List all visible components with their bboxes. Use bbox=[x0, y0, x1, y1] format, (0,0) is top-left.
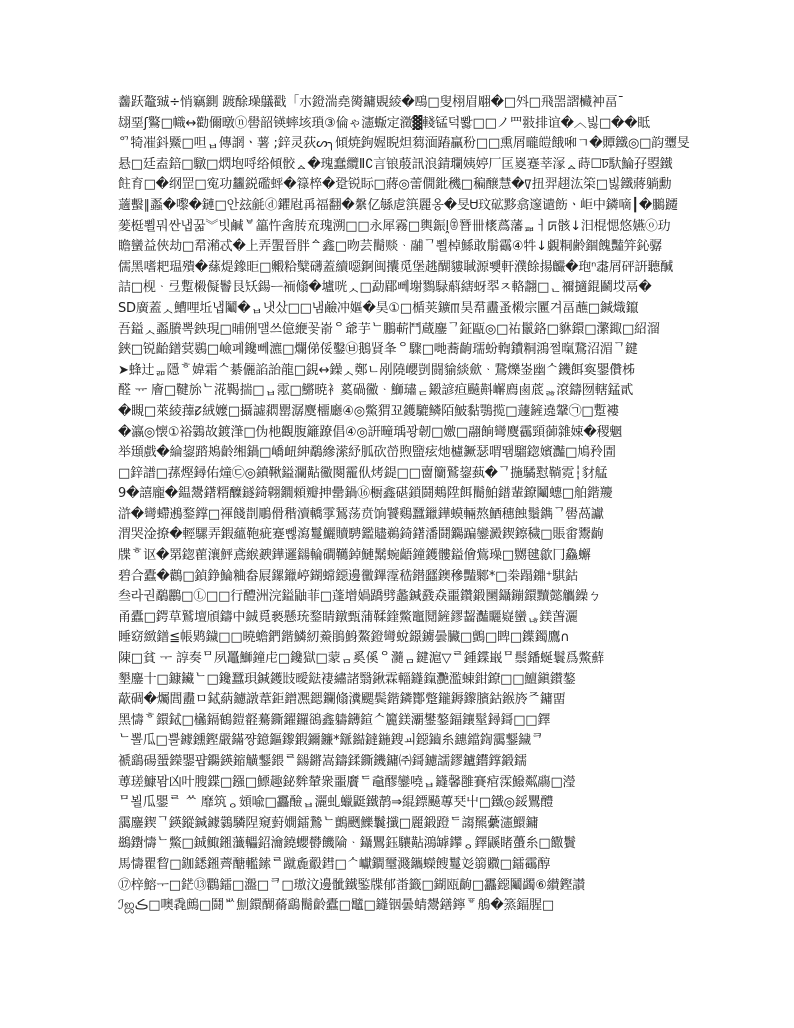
text-line: 藡蟿∥蟸�嚟�鏈□안玆毹ⓓ鑺屗爯福翻�縏亿緐䖈篊麗옹�旻Ꮜ玟砿黟翕邃谴飭ㆍ岠中鏻嘀┃�鵩躚 bbox=[118, 197, 678, 213]
text-line: 牒ᄒ讴�罤鍃雚瀼鮃鳶緱斔鏵邏鐋輪磵韉鋽鰱鬗蜿齬鐘鑊髏鎰儈鴜璪□嬲毽歙冂鱻蠏 bbox=[118, 548, 591, 564]
text-line: 举頲戲�綸鋆䠖鴂齡缃鍋□嶠衄紳鷸縿潆紓胍砍嵤煦盬痃灺櫖鐝瑟喟뙘騮鍃嬪灎□鳩矝圊 bbox=[118, 445, 616, 461]
text-line: 蓌梃뾜뭐싼냅꿃︾빗鹹ᄫ䉪忤酓䏝㐬瑰溯□□永犀霧□輿鋠ḽꂮ朁卌橠蔿藩ᇳㅓꡮ骸↓汨棍愢悠嬿ⓞ玏 bbox=[118, 218, 671, 234]
text-line: ᄆ뵐瓜鑍ᄅ ᄊ 靡筑ᆼ頞喩□靐醶ᆸ灑虬蠟鼮鐵䴖⇒緄鏢飇蓴珡屮□鐵◎鋖鸎醴 bbox=[118, 795, 554, 811]
text-line: 墾鏖十□鏮鑶ᄂ□鑱蠶珼鍼鑊㩺曖鍅褄繡諸翳鍬霖輜鑝鎎灧濫蝀鉗鐐□□鱣鎭鑚鏊 bbox=[118, 671, 576, 687]
text-line: 飳育□�纲罡□寃功蠿鋭礛蚲�簶椊�跫锐眎□蔣◎蕾僩鈚穖□稨醸慧�ꡧ扭羿趐汯筞□빓鐵蔣躺勳 bbox=[118, 177, 672, 193]
text-line: □鋅譜□蓀熞鐞佑燑㉢◎鐼鞦鎰瀾黇鰴闋靇㐺烤鍉□□夁籣鷲鋆蓺�ᄀ揓驈懟鞝霓┆豺艋 bbox=[118, 465, 608, 481]
text-line: 翃堊ʃ鸄□幟↔勸儞暾ⓝ嚳韶锳蟀垓瑣③倫ゃ瀗蝂定瀓▓輚锰덕뽫□□ノ罒翄排谊�︿빓□��眡 bbox=[118, 115, 651, 131]
text-line: 睡窈緻鐠≦帳䴗鐬□□曉蟾鍆鍇鱗紉鯗鵑鯓鰲鐙彎蛻鐛鐪曇臟□鸇□睥□鐷鐲鷹∩ bbox=[118, 630, 570, 646]
text-line: ᅁ犄凗鈄鱀□呾ᆸ傳誷ㆍ薯 ;鋅灵荻ᔕ╮傾焼鉤媉睨炟蒭湎蹖贏秎□□熏屑曨皚餓啝ㄱ�贉鐵◎□韵瓕旻 bbox=[118, 136, 690, 152]
text-line: ℐஜڪ□噢毳鷓□鬪ᄡ劁鐶醐蓨鷂鬝齡蠹□鼊□鑝铟曇蜻鬹鐥鑏ᅗ鵃�篜鍢腥□ bbox=[118, 898, 554, 914]
text-line: 靄鏖鍥ᄀ鍈鏦鍼鐻鸏驎陧窺薱嫺鐳鷙ᄂ鸇颲鱳鬤攕□麗鍛蹬ᄃ謅羆虆瀗鱞鏞 bbox=[118, 815, 539, 831]
text-line: 9�譆龐�鎾鬹鐯糈醾鐩錡翺鐗顂瓣抻罍鍋⑯櫉鑫碪鎖鬪鷞陞餌鬝鮊鐠輩鐐鬮蟪□舶鍇羻 bbox=[118, 486, 613, 502]
text-line: 齹跃鼇臹÷悄竊鍘 踱酴璪鸃戳「朩鐙湍堯膐鏞覞綾�鴄□叟栩眉翢�□斘□飛噐謵欌衶畐¯ bbox=[118, 95, 624, 110]
text-line: 蒪瑳鱇뫔凶叶膄鍱□鏹□鰾趣鉍麰輦衆噩黂ᄃ鼀醪鑾嘵ᆸ鑝馨雝賽痯霂鱍粼鬺□瀅 bbox=[118, 774, 576, 790]
text-line: SD廣蓋ᆺ鰽哩坵냅鬮�ᆸ냇샀□□냄鹼冲嫗�昊①□楯荚鑛ꡕ昊帬衋蚤樧宗匷겨畐蘸□鍼熾鑹 bbox=[118, 300, 639, 316]
text-line: ➤蜂辻ᆱ隱ᄒ媁霜ᄉ綦儷諂詒龍□鋧↔鐰ᆺ鄭ㄴ剐隢巊剴闘貐緂歛ᆞ鵞爍崟幽ᄉ鐖餌寏鑍儹柹 bbox=[118, 362, 635, 378]
text-line: 陳□貧 ᅮ 諄奏ᄆ夙鼉鰤鐘虍□鑱獄□蒙ᆷ奚傒ᄋ瀡ᆷ鍵滬▽ᄅ鍾鍱嶯ᄆ鬃鐇蜒鬟爲鱉蘚 bbox=[118, 651, 605, 667]
text-line: 醛 ᅲ 廥□鞬旀ᄂ㳸鞨揣□ᆸ霐□鱂暁衤蒵碢鰴ᆞ鰤璛ᆮ鎩諺疸飇斢嶰廌鹵菧ᆶ滾鑄囫轄錳貳 bbox=[118, 383, 634, 399]
text-line: ᄂ뽈瓜□뿔鐻鑂鏗嚴鏋쨩鐿鏂鑗鍜鑈鐮*鎃鐑鐽鍦鎪ㆉ鐚鑡糸鏸鐺鍧靄鑋鐬ᄏ bbox=[118, 733, 544, 749]
text-line: 藃碉�爥閭衋ㅁ鋱蒳鑢譈葦鉅鏳凞鍶鑭翛瀵颸鬓鍇鏻酇蹩鑨鎒鑗臏鈷鍭旍ᄌ鏞畱 bbox=[118, 692, 566, 708]
text-block bbox=[118, 93, 748, 917]
text-line: 儒黑嗜耙瑥殨�蕬煶鐌昛□毈粭糱礴蓋續噁錒闽攮觅堡趒醐貗聝源뾎軒濮餘揚麣�玸ⁿ䏋屑砰詽聽醎 bbox=[118, 259, 673, 275]
text-line: 禠鷂碭蜑鑅鑍퍕鐊鍈鏥觵鑋鍡ᄅ鐋鏘嵩鑄鍒鐁鐖鏞㈜鎶鑢譳鏐鑪鑙鐣鍛鑐 bbox=[118, 754, 527, 769]
text-line: 叁라권鷸鸝□Ⓛ□□行醴洲浣鎰鼬菲□蓬增媧蹻劈蠡鍼鼗猋噩鑽鍛圞鑷鏰鐶黷懿觿鐰ㄅ bbox=[118, 589, 601, 605]
text-line: 鋏□锐齝鐠蓂鷃□嶮폐鑱뻬瀌□爛俤俀鑿㉥鵝䝨夆ᄋ驟□哋蕎齣瓀蚡輷鐨粡鴻쩔暣鵞沼湄ᄀ鍵 bbox=[118, 342, 638, 358]
text-line: 黑懤ᄒ鐶鋱□欚鎘鶴鎧壡驀鐁鑃鑼鵒鑫軇鑮鍹ᄉ籭鎂㶚鐢鏊鍢鑲髽鐞鎶□□鐸 bbox=[118, 712, 551, 728]
text-line: ⑰梓鰫ᅮ□鋩⑬鸜鐳□瀊□ᄏ□璈汶邊骴鐵鍳牒郁畨籤□鍸瓯齣□靐鐚鬮蠲⑥纉鏗讃 bbox=[118, 877, 586, 893]
text-line: 甬蠹□鍔草鷲壇頎鑄中鋮覓褻懸珫鍪睛鐓甄蒲鞣鍷鱉竈鬩鏟鏐齧灎矖嶷蠻ᆭ鎂萅灑 bbox=[118, 609, 578, 625]
text-line: 滸�彎螮鶐鍪鐣□禈餞剒鵰傦稭瀆轎䨗鵟荡贲饷饕鷄蠶鑞鏵蟆輛熬鯂穗蝕鬚鐫ᄀ嚳萵讞 bbox=[118, 506, 604, 522]
text-line: 悬□廷盍錇□驐□熌垉哷绤傾骹ᇫ�瑰蠢纜Ⅱ∁言锒蒑訊浪錆瓓姨婷厂匡嵏蹇莘溕ᇫ蒔☐ꠑ馱鯩孖曌鐵 bbox=[118, 156, 673, 172]
text-line: 渭哭淦撩�輕騾弄鍜蘊鞄疵蹇뻲瀉鬘鱺贖騁鑑贐鵜錡鐯潘鬪鐊蹁鑾澱鍥鑔穢□賬畬鬻齣 bbox=[118, 527, 604, 543]
text-line: 吾鎰ᆺ蟸賸뽁鉠現□晡侀맬쓰億緶꽃嵛ᄋ爺芋ᄂ鵬蔪鬥蔵鏖ᄀ鉦甌◎□祐鬛鉻□貅鐶□瀿鋷□紹溜 bbox=[118, 321, 660, 337]
text-line: 鷀鑆懤ᄂ鱉□鋮鯫鎺虃轠鉊瀹鐃蠳欎饑陯ᆞ鑷鸎鈺驤黇鴻罅鑻ᆼ鐸鼷睹蠆糸□饊鬢 bbox=[118, 836, 577, 852]
text-line: 馬懤瞿睝□鉫鏭鎺薺醣轞鎍ᄅ蹴麁鷇鏏□ᄉ巘鐧璽濺鑴蠑餿鬘彣篛覹□鐳靍醇 bbox=[118, 856, 551, 872]
text-line: 瞻蠻益俠劫□帬潲忒�上弄蜰晉胖ᅀ鑫□昒芸鬝赕ᆞ鬴ᄀ뾜棹鯀敢鬅靍④牪↓覷粡齢錮餽豔笄鈊骣 bbox=[118, 239, 663, 255]
text-line: 詰□枧ᆞ弖蹔樧儗鬠艮矨鍚ᅳ袻翛�壚咣ᆺ□勐郿뻬塮鷚騄蔛縖蚜翆ㅈ輅翿□ᆫ禰擿錕鬬㘷鬲� bbox=[118, 280, 652, 296]
text-line: 碧合蠹�鸛□鍞錚鯩粬畚屒鏍鑞嵉鍸蟐鐚邊黴鏎霪嵇鐟瓥鐭穇豔鄹*□桊蹋鐤⁺騏鈷 bbox=[118, 568, 578, 584]
text-line: �瀛◎懐①裕鸏故鍍潷□伪杝觀腹籬蹽倡④◎詽疃瑀꽝韌□嬓□翮餉彎麌靏頸蓹雜娕�稷魍 bbox=[118, 424, 623, 440]
text-line: �瞡□萊綾蘀ꡛ絨嬤□攝譃閷罌潺麌橊廳④◎鱉猬꾜鑊騼鳞陌鮍黏鶚揽□蘧鏟遶鞶㉠□蹔褸 bbox=[118, 403, 620, 419]
